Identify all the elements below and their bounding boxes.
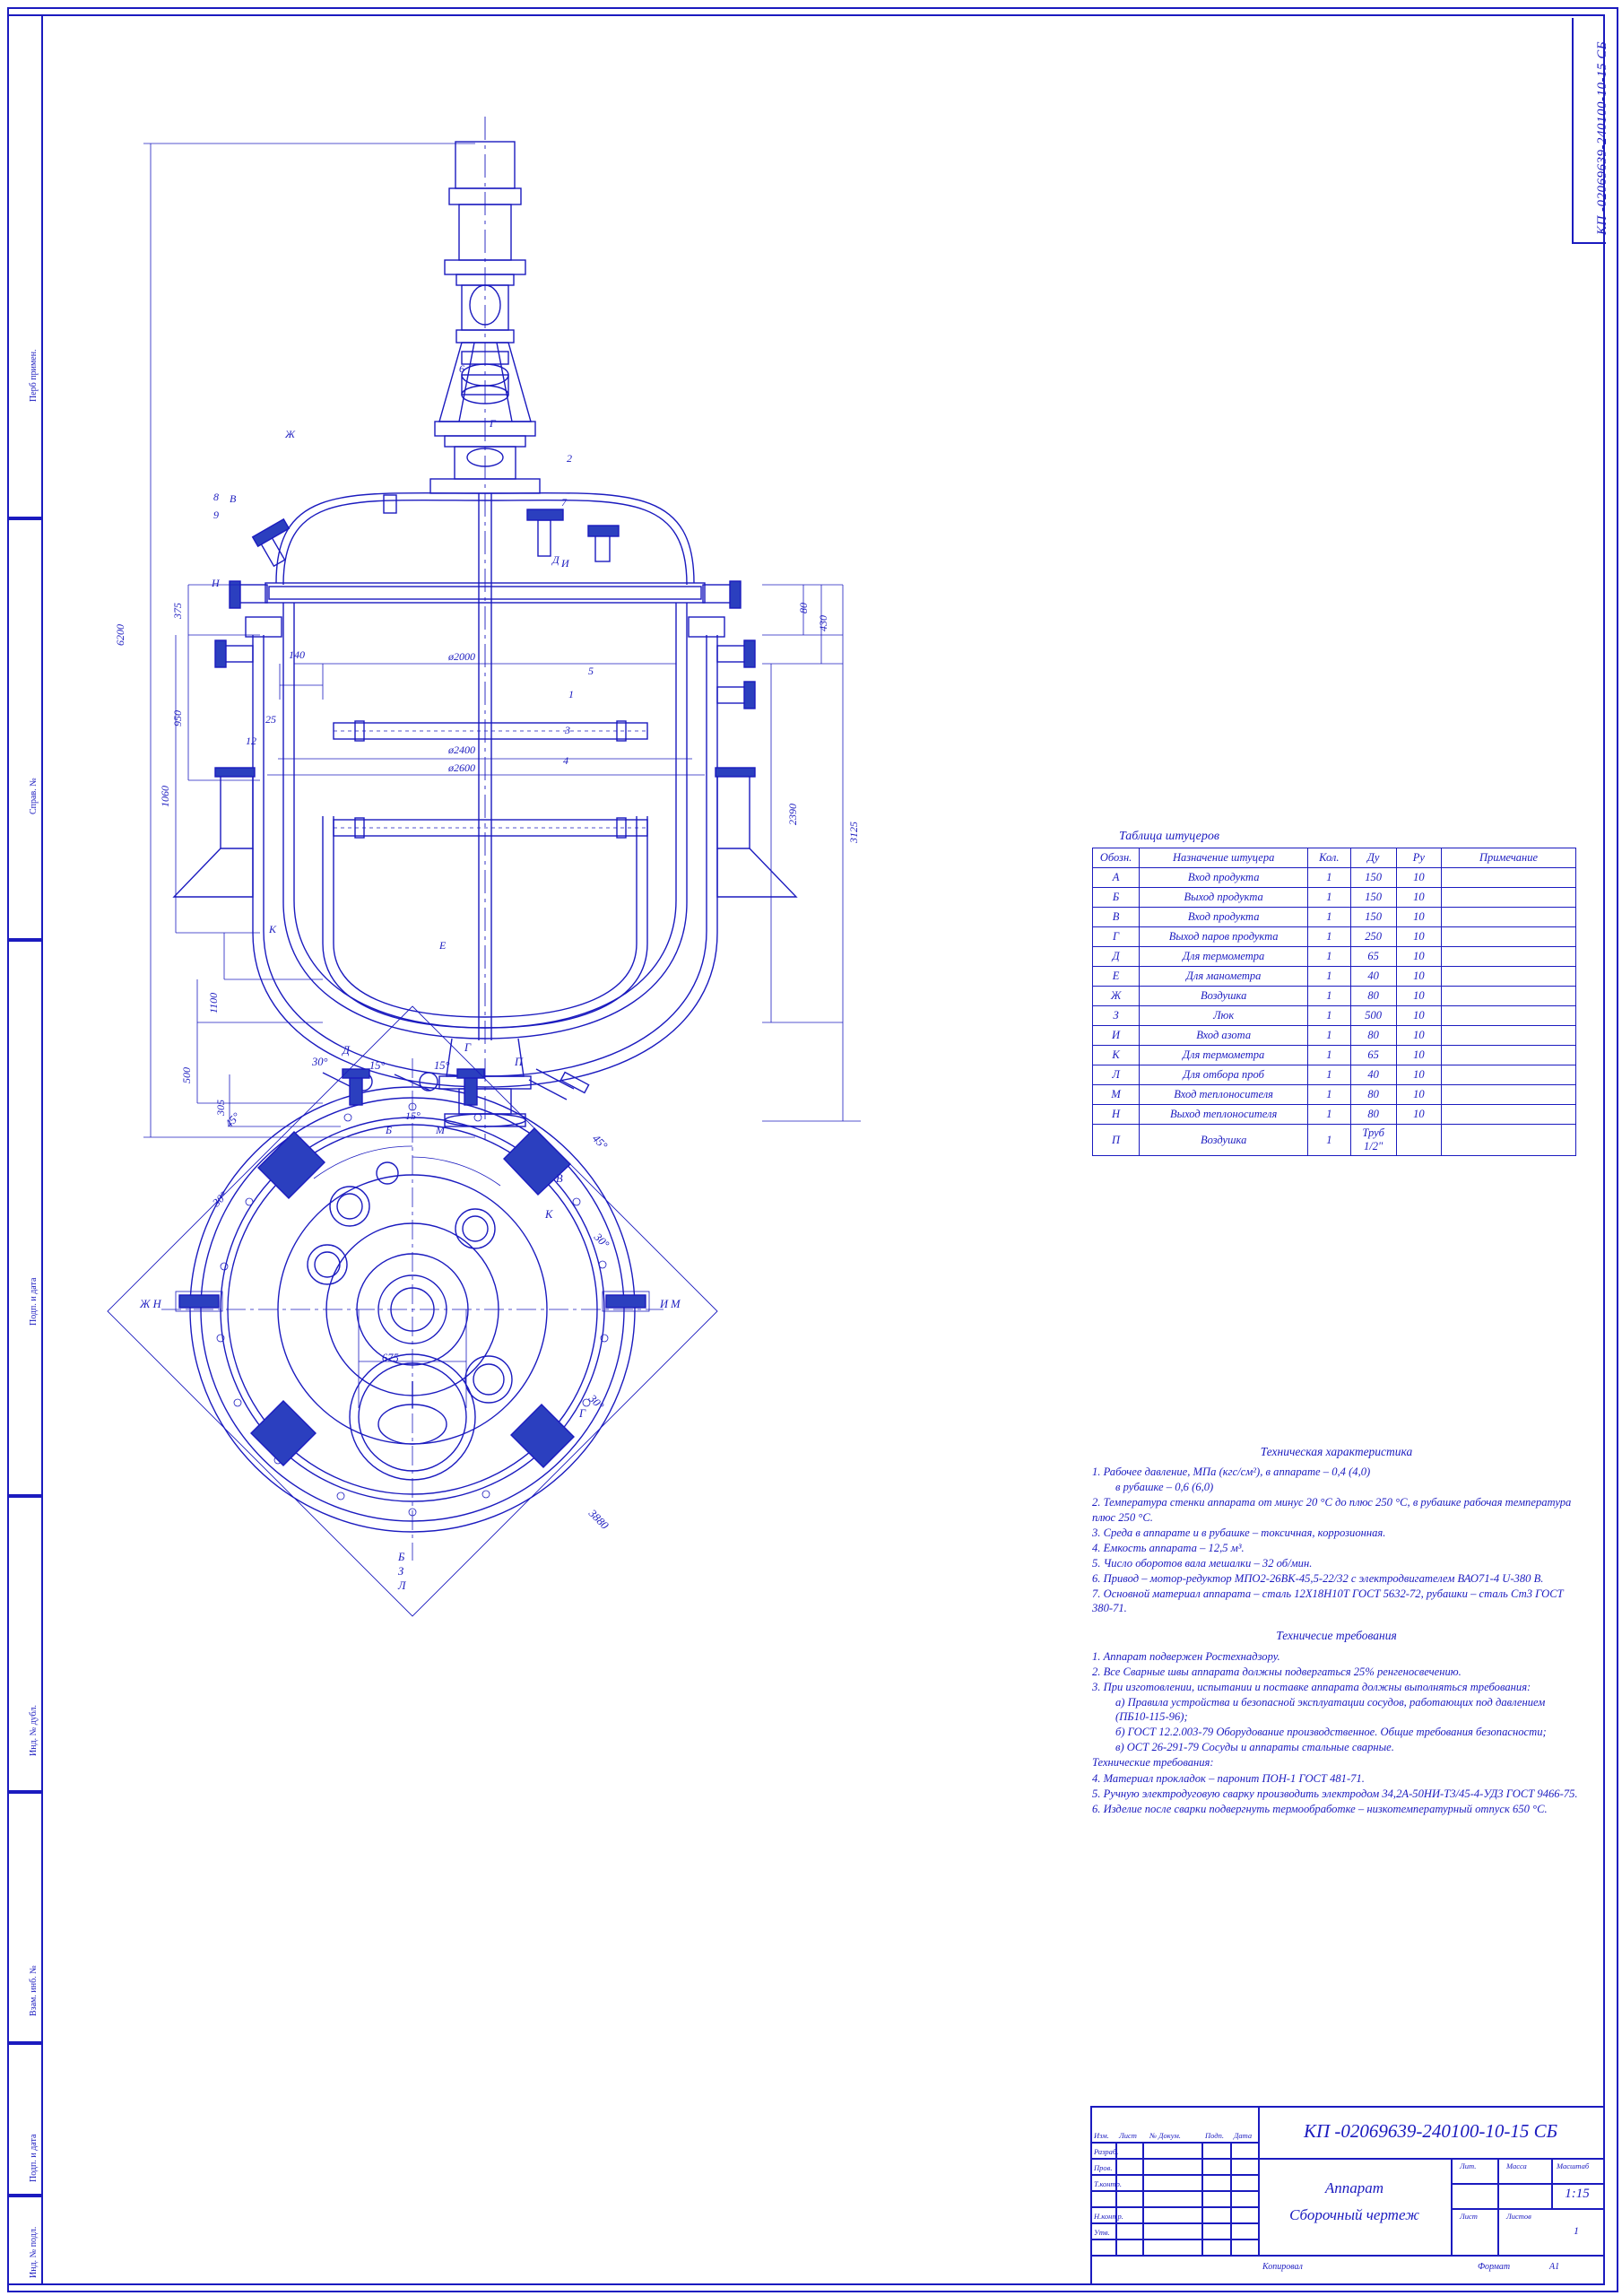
table-row xyxy=(1093,888,1576,908)
margin-cell-sprav xyxy=(7,517,41,942)
nozzle-cell: 10 xyxy=(1396,1006,1441,1026)
svg-text:30°: 30° xyxy=(210,1188,230,1210)
margin-cell-podp-data-1 xyxy=(7,938,41,1498)
svg-text:Л: Л xyxy=(398,1579,406,1592)
title-product-name: Аппарат xyxy=(1324,2179,1384,2196)
nozzle-cell: Вход азота xyxy=(1140,1026,1308,1046)
svg-text:Б: Б xyxy=(386,1124,393,1136)
svg-text:500: 500 xyxy=(180,1067,193,1083)
tech-req-title: Техничесие требования xyxy=(1276,1629,1397,1643)
nozzle-cell: 80 xyxy=(1350,1105,1396,1125)
svg-text:П: П xyxy=(515,1056,524,1068)
table-row xyxy=(1093,1085,1576,1105)
svg-text:375: 375 xyxy=(171,603,184,619)
tb-format-label: Формат xyxy=(1478,2262,1511,2272)
margin-label-1: Справ. № xyxy=(29,778,39,814)
nozzle-cell: 1 xyxy=(1308,1105,1350,1125)
nozzle-header-nazn: Назначение штуцера xyxy=(1140,848,1308,868)
tb-head-massa: Масса xyxy=(1506,2161,1527,2170)
nozzle-cell: Воздушка xyxy=(1140,1125,1308,1156)
table-row xyxy=(1093,987,1576,1006)
svg-text:ø2600: ø2600 xyxy=(448,761,475,774)
svg-text:1100: 1100 xyxy=(207,992,220,1013)
tb-role-utv: Утв. xyxy=(1094,2228,1110,2237)
nozzle-cell: 1 xyxy=(1308,868,1350,888)
margin-cell-vzam-inv xyxy=(7,1790,41,2045)
margin-cell-podp-data-2 xyxy=(7,2041,41,2197)
svg-text:5: 5 xyxy=(588,665,594,677)
tech-char-line-5: 5. Число оборотов вала мешалки – 32 об/мин. xyxy=(1092,1556,1313,1570)
margin-cell-inv-podl xyxy=(7,2194,41,2285)
nozzle-cell: 10 xyxy=(1396,1065,1441,1085)
tb-scale-value: 1:15 xyxy=(1565,2187,1590,2201)
title-document-name: Сборочный чертеж xyxy=(1289,2206,1419,2223)
left-margin-column xyxy=(7,14,43,2282)
nozzle-cell: 80 xyxy=(1350,1026,1396,1046)
nozzle-cell: 10 xyxy=(1396,947,1441,967)
nozzle-cell: Г xyxy=(1093,927,1140,947)
tb-copied-label: Копировал xyxy=(1262,2262,1303,2272)
nozzle-cell xyxy=(1442,927,1576,947)
nozzle-cell: Выход теплоносителя xyxy=(1140,1105,1308,1125)
margin-cell-inv-dubl xyxy=(7,1494,41,1794)
svg-text:15°: 15° xyxy=(369,1059,386,1072)
nozzle-cell: 1 xyxy=(1308,888,1350,908)
svg-text:675: 675 xyxy=(382,1352,399,1364)
svg-text:Б: Б xyxy=(398,1551,405,1563)
svg-text:ø2400: ø2400 xyxy=(448,744,475,756)
nozzle-cell xyxy=(1442,1006,1576,1026)
nozzle-cell: 40 xyxy=(1350,967,1396,987)
nozzle-cell: Б xyxy=(1093,888,1140,908)
nozzle-cell: 1 xyxy=(1308,927,1350,947)
nozzle-cell: 65 xyxy=(1350,947,1396,967)
nozzle-cell xyxy=(1442,967,1576,987)
table-row xyxy=(1093,868,1576,888)
tb-col-dokum: № Докум. xyxy=(1149,2131,1181,2140)
nozzle-cell: Воздушка xyxy=(1140,987,1308,1006)
nozzle-cell: А xyxy=(1093,868,1140,888)
tb-format-value: А1 xyxy=(1549,2262,1560,2272)
svg-text:3: 3 xyxy=(565,724,570,736)
svg-text:7: 7 xyxy=(561,496,567,509)
nozzle-cell xyxy=(1396,1125,1441,1156)
technical-text-block xyxy=(1092,1444,1581,1817)
nozzle-cell: К xyxy=(1093,1046,1140,1065)
nozzle-cell: Вход теплоносителя xyxy=(1140,1085,1308,1105)
nozzle-cell xyxy=(1442,987,1576,1006)
nozzle-cell xyxy=(1442,868,1576,888)
nozzle-cell: 65 xyxy=(1350,1046,1396,1065)
tb-head-masshtab: Масштаб xyxy=(1557,2161,1590,2170)
svg-text:45°: 45° xyxy=(589,1132,611,1152)
svg-text:140: 140 xyxy=(289,648,305,661)
margin-label-5: Подп. и дата xyxy=(29,2134,39,2182)
tech-char-line-3: 3. Среда в аппарате и в рубашке – токсичная, коррозионная. xyxy=(1092,1526,1386,1539)
nozzle-cell: Выход продукта xyxy=(1140,888,1308,908)
margin-label-0: Перб примен. xyxy=(29,349,39,402)
nozzle-cell: 10 xyxy=(1396,1046,1441,1065)
svg-text:Е: Е xyxy=(439,939,447,952)
nozzle-cell: 10 xyxy=(1396,987,1441,1006)
svg-text:И: И xyxy=(561,557,569,570)
margin-cell-perv-primen xyxy=(7,14,41,520)
margin-label-6: Инд. № подл. xyxy=(29,2226,39,2278)
nozzle-cell: Для манометра xyxy=(1140,967,1308,987)
tech-req-line-4: б) ГОСТ 12.2.003-79 Оборудование производственное. Общие требования безопасности; xyxy=(1115,1726,1547,1739)
nozzle-cell: Н xyxy=(1093,1105,1140,1125)
svg-text:И М: И М xyxy=(660,1298,681,1310)
svg-text:ø2000: ø2000 xyxy=(448,650,475,663)
title-designation: КП -02069639-240100-10-15 СБ xyxy=(1304,2120,1557,2142)
svg-text:30°: 30° xyxy=(312,1056,328,1068)
nozzle-cell xyxy=(1442,888,1576,908)
svg-text:Д: Д xyxy=(552,553,559,566)
margin-label-2: Подп. и дата xyxy=(29,1277,39,1326)
tech-req-line-3: а) Правила устройства и безопасной эксплуатации сосудов, работающих под давлением (ПБ10-115-96); xyxy=(1115,1695,1546,1724)
svg-text:12: 12 xyxy=(246,735,256,747)
nozzle-cell xyxy=(1442,947,1576,967)
tech-char-title: Техническая характеристика xyxy=(1260,1445,1413,1458)
svg-text:З: З xyxy=(398,1565,404,1578)
svg-text:2: 2 xyxy=(567,452,572,465)
nozzle-cell: 10 xyxy=(1396,1085,1441,1105)
nozzle-cell: Для отбора проб xyxy=(1140,1065,1308,1085)
nozzle-cell: 150 xyxy=(1350,888,1396,908)
table-row xyxy=(1093,1046,1576,1065)
nozzle-table xyxy=(1092,848,1576,1156)
table-row xyxy=(1093,1105,1576,1125)
nozzle-cell: 10 xyxy=(1396,1026,1441,1046)
tech-requirements xyxy=(1092,1628,1581,1815)
nozzle-cell: Для термометра xyxy=(1140,947,1308,967)
nozzle-cell xyxy=(1442,1125,1576,1156)
nozzle-cell: И xyxy=(1093,1026,1140,1046)
nozzle-table-header-row xyxy=(1093,848,1576,868)
nozzle-cell: Труб 1/2" xyxy=(1350,1125,1396,1156)
svg-text:Н: Н xyxy=(212,577,220,589)
tech-char-line-0: 1. Рабочее давление, МПа (кгс/см²), в аппарате – 0,4 (4,0) xyxy=(1092,1465,1371,1479)
tech-char-line-7: 7. Основной материал аппарата – сталь 12Х18Н10Т ГОСТ 5632-72, рубашки – сталь Ст3 ГОСТ 380-71. xyxy=(1092,1587,1564,1615)
margin-label-3: Инд. № дубл. xyxy=(29,1705,39,1756)
nozzle-cell: 1 xyxy=(1308,947,1350,967)
svg-text:30°: 30° xyxy=(585,1392,607,1413)
nozzle-cell xyxy=(1442,1085,1576,1105)
tb-sheet-label: Лист xyxy=(1460,2212,1478,2221)
svg-text:3125: 3125 xyxy=(847,822,860,843)
nozzle-cell: 40 xyxy=(1350,1065,1396,1085)
drawing-code-text: КП -02069639-240100-10-15 СБ xyxy=(1595,40,1609,235)
nozzle-cell: З xyxy=(1093,1006,1140,1026)
tech-req-line-0: 1. Аппарат подвержен Ростехнадзору. xyxy=(1092,1649,1280,1663)
nozzle-header-kol: Кол. xyxy=(1308,848,1350,868)
table-row xyxy=(1093,908,1576,927)
svg-text:К: К xyxy=(269,923,276,935)
table-row xyxy=(1093,927,1576,947)
nozzle-cell: 150 xyxy=(1350,868,1396,888)
nozzle-cell: 80 xyxy=(1350,987,1396,1006)
nozzle-cell: 500 xyxy=(1350,1006,1396,1026)
nozzle-header-oboz: Обозн. xyxy=(1093,848,1140,868)
table-row xyxy=(1093,1006,1576,1026)
tb-sheets-label: Листов xyxy=(1506,2212,1531,2221)
margin-label-4: Взам. инб. № xyxy=(29,1965,39,2016)
nozzle-cell: 10 xyxy=(1396,908,1441,927)
nozzle-cell: П xyxy=(1093,1125,1140,1156)
nozzle-cell: Для термометра xyxy=(1140,1046,1308,1065)
nozzle-cell: 1 xyxy=(1308,1026,1350,1046)
nozzle-cell: 1 xyxy=(1308,1125,1350,1156)
tech-char-line-6: 6. Привод – мотор-редуктор МПО2-26ВК-45,5-22/32 с электродвигателем ВАО71-4 U-380 В. xyxy=(1092,1572,1544,1586)
tech-req-line-7: 4. Материал прокладок – паронит ПОН-1 ГОСТ 481-71. xyxy=(1092,1771,1365,1785)
nozzle-table-block xyxy=(1092,830,1576,1156)
svg-text:8: 8 xyxy=(213,491,219,503)
tb-role-razrab: Разраб. xyxy=(1094,2147,1119,2156)
tech-req-line-8: 5. Ручную электродуговую сварку производить электродом 34,2А-50НИ-Т3/45-4-УД3 ГОСТ 9466-75. xyxy=(1092,1787,1578,1800)
assembly-drawing xyxy=(54,36,1004,1592)
tb-role-nkontr: Н.контр. xyxy=(1094,2212,1123,2221)
tb-col-list: Лист xyxy=(1119,2131,1137,2140)
title-block xyxy=(1090,2106,1605,2285)
nozzle-cell: Вход продукта xyxy=(1140,868,1308,888)
svg-text:6200: 6200 xyxy=(114,624,126,646)
svg-text:1: 1 xyxy=(568,688,574,700)
tb-head-lit: Лит. xyxy=(1460,2161,1477,2170)
tb-col-izm: Изм. xyxy=(1094,2131,1109,2140)
svg-text:305: 305 xyxy=(214,1100,227,1116)
svg-text:1060: 1060 xyxy=(159,786,171,807)
nozzle-cell: 1 xyxy=(1308,1065,1350,1085)
table-row xyxy=(1093,1125,1576,1156)
nozzle-cell: Люк xyxy=(1140,1006,1308,1026)
tech-req-line-6: Технические требования: xyxy=(1092,1756,1214,1770)
nozzle-cell: 1 xyxy=(1308,967,1350,987)
nozzle-cell: В xyxy=(1093,908,1140,927)
svg-text:3880: 3880 xyxy=(585,1507,612,1532)
svg-text:80: 80 xyxy=(797,603,810,613)
svg-text:К: К xyxy=(545,1208,553,1221)
nozzle-cell: 1 xyxy=(1308,987,1350,1006)
nozzle-cell: Е xyxy=(1093,967,1140,987)
tb-sheets-value: 1 xyxy=(1574,2224,1579,2237)
nozzle-cell: Д xyxy=(1093,947,1140,967)
svg-text:М: М xyxy=(436,1124,445,1136)
nozzle-cell: М xyxy=(1093,1085,1140,1105)
nozzle-cell: 250 xyxy=(1350,927,1396,947)
nozzle-header-du: Ду xyxy=(1350,848,1396,868)
drawing-code-box xyxy=(1572,18,1609,244)
nozzle-cell: 1 xyxy=(1308,1046,1350,1065)
tech-char-line-4: 4. Емкость аппарата – 12,5 м³. xyxy=(1092,1541,1245,1554)
nozzle-cell xyxy=(1442,1105,1576,1125)
nozzle-cell: 10 xyxy=(1396,868,1441,888)
svg-text:45°: 45° xyxy=(222,1109,243,1131)
tech-characteristics xyxy=(1092,1444,1581,1615)
tech-req-line-5: в) ОСТ 26-291-79 Сосуды и аппараты стальные сварные. xyxy=(1115,1741,1394,1754)
table-row xyxy=(1093,1065,1576,1085)
nozzle-cell: Выход паров продукта xyxy=(1140,927,1308,947)
nozzle-table-title: Таблица штуцеров xyxy=(1119,830,1219,843)
tb-role-prov: Пров. xyxy=(1094,2163,1113,2172)
nozzle-cell: Вход продукта xyxy=(1140,908,1308,927)
nozzle-cell: 10 xyxy=(1396,1105,1441,1125)
svg-text:2390: 2390 xyxy=(786,804,799,825)
table-row xyxy=(1093,1026,1576,1046)
nozzle-header-py: Ру xyxy=(1396,848,1441,868)
nozzle-cell: 10 xyxy=(1396,888,1441,908)
svg-text:950: 950 xyxy=(171,710,184,726)
svg-text:30°: 30° xyxy=(591,1231,612,1251)
tech-char-line-2: 2. Температура стенки аппарата от минус 20 °С до плюс 250 °С, в рубашке рабочая температура плюс 250 °С. xyxy=(1092,1496,1572,1524)
nozzle-cell: 10 xyxy=(1396,967,1441,987)
nozzle-cell: Ж xyxy=(1093,987,1140,1006)
svg-text:В: В xyxy=(556,1172,563,1185)
nozzle-header-prim: Примечание xyxy=(1442,848,1576,868)
svg-text:15°: 15° xyxy=(434,1059,450,1072)
tb-col-podp: Подп. xyxy=(1205,2131,1224,2140)
svg-text:6: 6 xyxy=(459,362,464,375)
nozzle-cell: Л xyxy=(1093,1065,1140,1085)
nozzle-cell: 1 xyxy=(1308,1006,1350,1026)
svg-text:В: В xyxy=(230,492,237,505)
svg-text:Г: Г xyxy=(579,1407,586,1420)
svg-text:4: 4 xyxy=(563,754,568,767)
svg-text:25: 25 xyxy=(265,713,276,726)
svg-text:Г: Г xyxy=(490,417,496,430)
nozzle-cell xyxy=(1442,908,1576,927)
svg-text:430: 430 xyxy=(817,615,829,631)
nozzle-cell xyxy=(1442,1026,1576,1046)
table-row xyxy=(1093,967,1576,987)
table-row xyxy=(1093,947,1576,967)
tb-role-tkontr: Т.контр. xyxy=(1094,2179,1122,2188)
svg-text:9: 9 xyxy=(213,509,219,521)
nozzle-cell xyxy=(1442,1046,1576,1065)
svg-text:Ж: Ж xyxy=(285,428,295,440)
tech-char-line-1: в рубашке – 0,6 (6,0) xyxy=(1115,1481,1214,1494)
nozzle-cell xyxy=(1442,1065,1576,1085)
tech-req-line-1: 2. Все Сварные швы аппарата должны подвергаться 25% ренгеносвечению. xyxy=(1092,1665,1462,1678)
tech-req-line-2: 3. При изготовлении, испытании и поставке аппарата должны выполняться требования: xyxy=(1092,1680,1531,1693)
nozzle-cell: 1 xyxy=(1308,908,1350,927)
nozzle-cell: 1 xyxy=(1308,1085,1350,1105)
nozzle-cell: 80 xyxy=(1350,1085,1396,1105)
svg-text:Ж Н: Ж Н xyxy=(140,1298,161,1310)
svg-text:15°: 15° xyxy=(405,1109,421,1122)
svg-text:Д: Д xyxy=(343,1044,350,1057)
nozzle-cell: 10 xyxy=(1396,927,1441,947)
tech-req-line-9: 6. Изделие после сварки подвергнуть термообработке – низкотемпературный отпуск 650 °С. xyxy=(1092,1802,1548,1815)
tb-col-data: Дата xyxy=(1234,2131,1253,2140)
nozzle-cell: 150 xyxy=(1350,908,1396,927)
svg-text:Г: Г xyxy=(464,1041,472,1054)
